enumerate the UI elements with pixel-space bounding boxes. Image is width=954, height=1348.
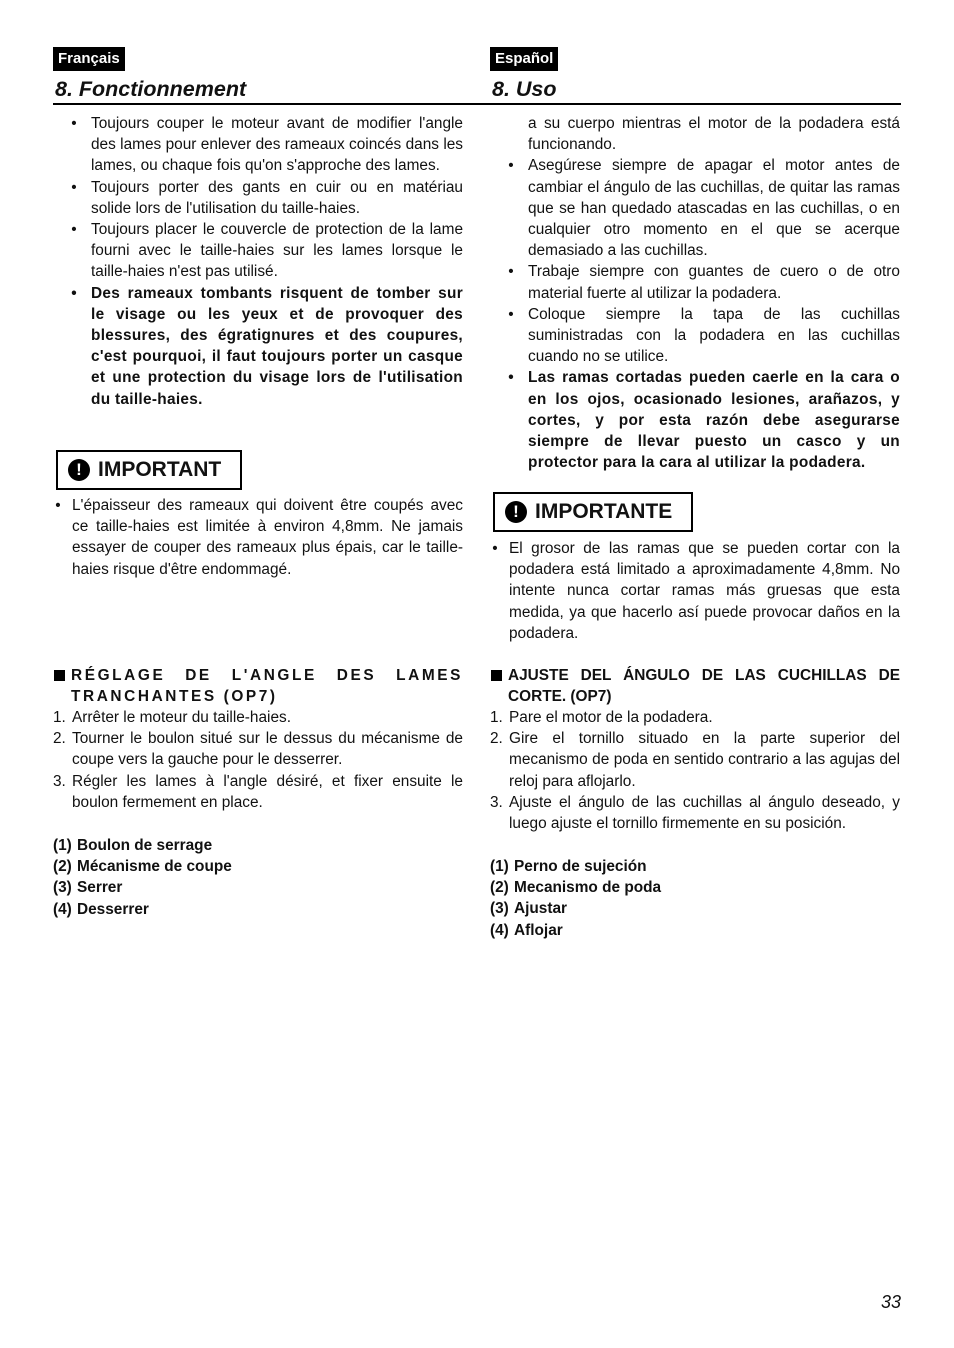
legend-text: Ajustar: [514, 900, 568, 918]
legend-text: Perno de sujeción: [514, 858, 647, 875]
important-label: IMPORTANTE: [535, 500, 673, 523]
bullet-text: Las ramas cortadas pueden caerle en la cara o en los ojos, ocasionado lesiones, arañazos, y cortes, y por esta razón debe asegurarse siempre de llevar puesto un casco y un protector para la cara al utilizar la podadera.: [528, 369, 900, 472]
important-notice-spanish: [493, 492, 693, 532]
language-badge-spanish: Español: [490, 47, 558, 71]
bullet-icon: •: [508, 305, 514, 323]
square-bullet-icon: [54, 670, 65, 681]
legend-text: Aflojar: [514, 921, 563, 939]
list-item: [490, 538, 900, 644]
bullet-text: Toujours porter des gants en cuir ou en matériau solide lors de l'utilisation du taille-haies.: [91, 178, 463, 217]
spanish-steps: [490, 707, 900, 834]
list-item: [490, 261, 900, 303]
legend-text: Mécanisme de coupe: [77, 858, 232, 876]
continued-text: a su cuerpo mientras el motor de la podadera está funcionando.: [528, 115, 900, 154]
bullet-icon: •: [71, 178, 77, 196]
list-item: [53, 177, 463, 219]
important-text: L'épaisseur des rameaux qui doivent être coupés avec ce taille-haies est limitée à environ 4,8mm. Ne jamais essayer de couper des rameaux plus épais, car le taille-haies risque d'être endommagé.: [72, 497, 463, 578]
bullet-icon: •: [492, 540, 498, 557]
spanish-subheading: AJUSTE DEL ÁNGULO DE LAS CUCHILLAS DE CORTE. (OP7): [490, 665, 900, 707]
bullet-text: Asegúrese siempre de apagar el motor antes de cambiar el ángulo de las cuchillas, de quitar las ramas que se han quedado atascadas en las cuchillas, o en cualquier otro momento en el que se acerque demasiado a las cuchillas.: [528, 157, 900, 260]
legend-text: Desserrer: [77, 900, 149, 918]
legend-number: (2): [490, 879, 509, 897]
bullet-text: Coloque siempre la tapa de las cuchillas suministradas con la podadera en las cuchillas cuando no se utilice.: [528, 305, 900, 366]
bullet-text: Toujours placer le couvercle de protection de la lame fourni avec le taille-haies sur les lames lorsque le taille-haies n'est pas utilisé.: [91, 221, 463, 281]
spanish-important-text: [490, 538, 900, 644]
french-legend: [53, 835, 463, 920]
legend-item: [53, 877, 463, 898]
legend-item: [490, 877, 900, 898]
exclamation-icon: !: [68, 459, 90, 481]
bullet-text: Toujours couper le moteur avant de modifier l'angle des lames pour enlever des rameaux coincés dans les lames, ou chaque fois qu'on s'approche des lames.: [91, 115, 463, 175]
legend-number: (1): [53, 837, 72, 854]
french-safety-bullets: [53, 113, 463, 410]
step-text: Tourner le boulon situé sur le dessus du mécanisme de coupe vers la gauche pour le desserrer.: [72, 730, 463, 769]
legend-number: (2): [53, 858, 72, 876]
french-steps: [53, 707, 463, 813]
important-label: IMPORTANT: [98, 458, 222, 481]
legend-item: [53, 856, 463, 877]
legend-text: Serrer: [77, 879, 123, 897]
list-item: [53, 219, 463, 283]
square-bullet-icon: [491, 670, 502, 681]
step-item: [490, 707, 900, 728]
legend-number: (3): [53, 879, 72, 897]
french-subheading: RÉGLAGE DE L'ANGLE DES LAMES TRANCHANTES (OP7): [53, 665, 463, 707]
bullet-icon: •: [508, 369, 514, 387]
legend-number: (1): [490, 858, 509, 875]
step-number: 2.: [490, 730, 503, 748]
page-number: 33: [880, 1292, 901, 1312]
step-item: [490, 792, 900, 834]
spanish-legend: [490, 856, 900, 941]
bullet-icon: •: [508, 157, 514, 175]
list-item: [490, 367, 900, 473]
french-important-text: [53, 495, 463, 580]
step-item: [53, 707, 463, 728]
legend-item: [490, 856, 900, 877]
list-item: [53, 283, 463, 410]
step-number: 3.: [490, 793, 503, 811]
step-text: Ajuste el ángulo de las cuchillas al ángulo deseado, y luego ajuste el tornillo firmemente en su posición.: [509, 793, 900, 833]
step-text: Arrêter le moteur du taille-haies.: [72, 709, 291, 726]
legend-number: (4): [490, 921, 509, 939]
step-item: [53, 728, 463, 770]
list-item: [490, 304, 900, 368]
legend-number: (3): [490, 900, 509, 918]
language-badge-french: Français: [53, 47, 125, 71]
list-item: [490, 155, 900, 261]
bullet-icon: •: [71, 115, 77, 132]
legend-item: [490, 898, 900, 919]
bullet-icon: •: [508, 263, 514, 281]
step-number: 1.: [53, 709, 66, 726]
legend-text: Mecanismo de poda: [514, 879, 662, 897]
legend-text: Boulon de serrage: [77, 837, 213, 854]
step-text: Gire el tornillo situado en la parte superior del mecanismo de poda en sentido contrario a las agujas del reloj para aflojarlo.: [509, 730, 900, 790]
step-text: Régler les lames à l'angle désiré, et fixer ensuite le boulon fermement en place.: [72, 772, 463, 811]
step-item: [53, 771, 463, 813]
legend-item: [490, 920, 900, 941]
important-notice-french: [56, 450, 242, 490]
section-title-french: 8. Fonctionnement: [55, 77, 247, 101]
legend-item: [53, 835, 463, 856]
step-number: 3.: [53, 772, 66, 790]
bullet-icon: •: [71, 284, 77, 302]
header-rule: [53, 103, 901, 105]
exclamation-icon: !: [505, 501, 527, 523]
step-number: 2.: [53, 730, 66, 748]
step-item: [490, 728, 900, 792]
list-item: [53, 113, 463, 177]
bullet-text: Trabaje siempre con guantes de cuero o de otro material fuerte al utilizar la podadera.: [528, 263, 900, 302]
bullet-icon: •: [71, 221, 77, 239]
bullet-text: Des rameaux tombants risquent de tomber sur le visage ou les yeux et de provoquer des blessures, des égratignures et des coupures, c'est pourquoi, il faut toujours porter un casque et une protection du visage lors de l'utilisation du taille-haies.: [91, 284, 463, 408]
important-text: El grosor de las ramas que se pueden cortar con la podadera está limitado a aproximadamente 4,8mm. No intente nunca cortar ramas más gruesas que esta medida, ya que hacerlo así puede provocar daños en la podadera.: [509, 540, 900, 642]
step-text: Pare el motor de la podadera.: [509, 709, 713, 726]
step-number: 1.: [490, 709, 503, 726]
legend-number: (4): [53, 900, 72, 918]
list-item: [53, 495, 463, 580]
legend-item: [53, 899, 463, 920]
spanish-safety-bullets: [490, 113, 900, 473]
section-title-spanish: 8. Uso: [492, 77, 557, 101]
bullet-icon: •: [55, 497, 61, 514]
